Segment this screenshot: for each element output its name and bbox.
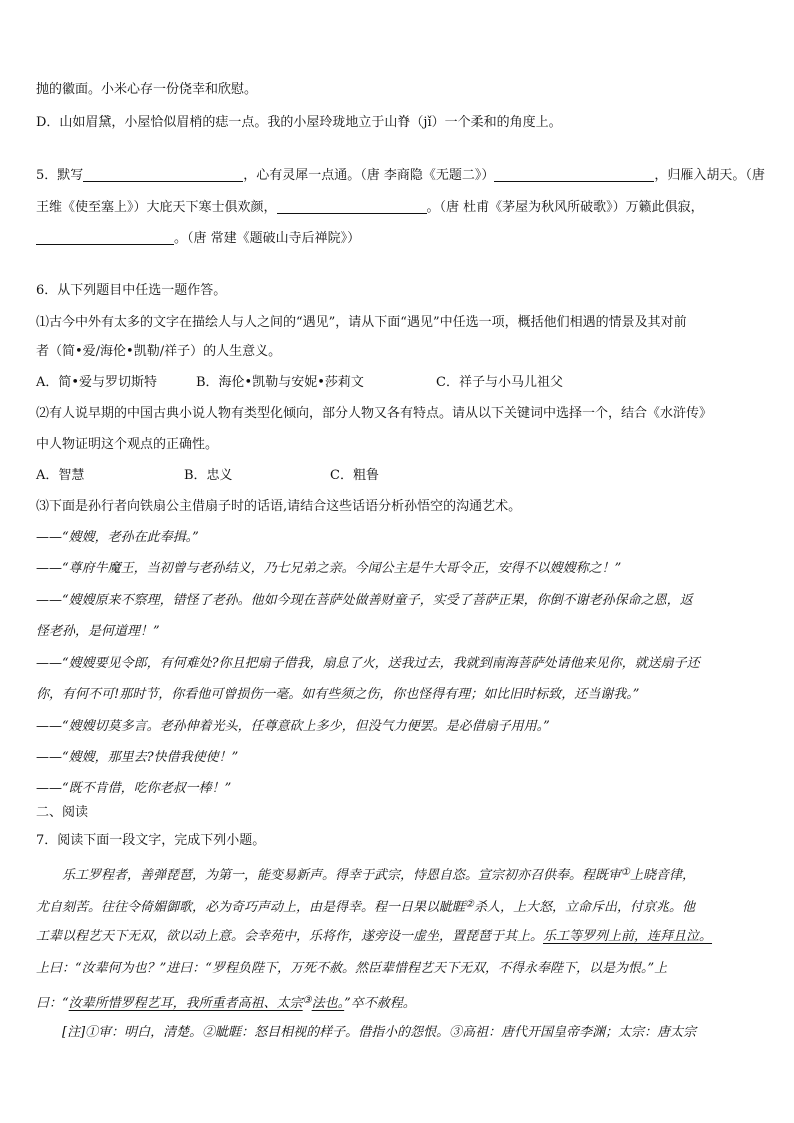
q6-dialogue-3-line1: ——“嫂嫂原来不察理，错怪了老孙。他如今现在菩萨处做善财童子，实受了菩萨正果，你倒不谢老孙保命之恩，返: [36, 593, 693, 608]
q5-text-4: 。（唐 杜甫《茅屋为秋风所破歌》）万籁此俱寂，: [426, 200, 704, 215]
q7-underlined-sentence-2: 汝辈所惜罗程艺耳，我所重者高祖、太宗: [68, 996, 303, 1011]
q7-passage-line2: [36, 895, 766, 918]
q5-line-1: [36, 166, 766, 186]
q7-passage-text-5: 工辈以程艺天下无双，欲以动上意。会幸苑中，乐将作，遂旁设一虚坐，置琵琶于其上。: [36, 929, 544, 944]
q6-part2-option-b: B．忠义: [184, 468, 233, 483]
q6-part2-options: [36, 466, 766, 486]
q6-dialogue-6: ——“嫂嫂，那里去?快借我使使！”: [36, 750, 239, 765]
q7-passage-text-3: 尤自刻苦。往往令倚媚御歌，必为奇巧声动上，由是得幸。程一日果以眦睚: [36, 900, 466, 915]
footnote-marker-2: ②: [465, 899, 474, 910]
q6-dialogue-4-line1: ——“嫂嫂要见令郎，有何难处?你且把扇子借我，扇息了火，送我过去，我就到南海菩萨处请他来见你，就送扇子还: [36, 656, 700, 671]
q7-passage-text-2: 上晓音律，: [629, 868, 695, 883]
q7-underlined-sentence-2-end: 法也。: [311, 996, 345, 1011]
section-reading-title: 二、阅读: [36, 805, 89, 820]
q5-blank-4[interactable]: [36, 230, 174, 245]
q6-part1-option-c: C．祥子与小马儿祖父: [436, 375, 563, 390]
footnote-marker-1: ①: [621, 867, 630, 878]
q7-passage-text-4: 杀人，上大怒，立命斥出，付京兆。他: [473, 900, 695, 915]
q5-blank-1[interactable]: [83, 167, 243, 182]
q6-part1-options: [36, 373, 766, 393]
q6-part2-line2: 中人物证明这个观点的正确性。: [36, 437, 219, 452]
q7-passage-line3: [36, 927, 766, 947]
footnote-marker-3: ③: [302, 995, 312, 1006]
q6-title: 6．从下列题目中任选一题作答。: [36, 283, 227, 298]
q6-dialogue-7: ——“既不肯借，吃你老叔一棒！”: [36, 781, 232, 796]
q5-line-3: [36, 229, 766, 249]
q5-blank-3[interactable]: [277, 199, 427, 214]
q6-dialogue-2: ——“尊府牛魔王，当初曾与老孙结义，乃七兄弟之亲。今闻公主是牛大哥令正，安得不以嫂嫂称之！”: [36, 561, 622, 576]
q7-passage-line5: [36, 991, 766, 1014]
q7-passage-text-7: ”卒不赦程。: [344, 996, 416, 1011]
q6-part2-option-a: A．智慧: [36, 468, 85, 483]
q5-label: 5．默写: [36, 168, 84, 183]
q6-dialogue-1: ——“嫂嫂，老孙在此奉揖。”: [36, 530, 199, 545]
q4-option-c-tail: 抛的徽面。小米心存一份侥幸和欣慰。: [36, 82, 258, 97]
q6-part1-option-b: B．海伦•凯勒与安妮•莎莉文: [196, 375, 364, 390]
q6-dialogue-3-line2: 怪老孙，是何道理！”: [36, 624, 160, 639]
q6-part1-line1: ⑴古今中外有太多的文字在描绘人与人之间的“遇见”，请从下面“遇见”中任选一项，概括他们相遇的情景及其对前: [36, 315, 687, 330]
q6-part1-option-a: A．简•爱与罗切斯特: [36, 375, 158, 390]
q6-dialogue-5: ——“嫂嫂切莫多言。老孙伸着光头，任尊意砍上多少，但没气力便罢。是必借扇子用用。”: [36, 719, 550, 734]
q7-title: 7．阅读下面一段文字，完成下列小题。: [36, 833, 266, 848]
q6-part2-option-c: C．粗鲁: [330, 468, 379, 483]
q5-text-2: ，归雁入胡天。（唐: [654, 168, 765, 183]
q7-passage-text-1: 乐工罗程者，善弹琵琶，为第一，能变易新声。得幸于武宗，恃恩自恣。宣宗初亦召供奉。程既审: [62, 868, 622, 883]
q6-part3-line1: ⑶下面是孙行者向铁扇公主借扇子时的话语,请结合这些话语分析孙悟空的沟通艺术。: [36, 499, 522, 514]
q4-option-d: D．山如眉黛，小屋恰似眉梢的痣一点。我的小屋玲珑地立于山脊（jǐ）一个柔和的角度上。: [36, 115, 562, 130]
q6-part1-line2: 者（简•爱/海伦•凯勒/祥子）的人生意义。: [36, 344, 282, 359]
q7-footnotes: [注]①审：明白，清楚。②眦睚：怒目相视的样子。借指小的怨恨。③高祖：唐代开国皇帝李渊；太宗：唐太宗: [62, 1025, 697, 1040]
q5-text-5: 。（唐 常建《题破山寺后禅院》）: [174, 231, 361, 246]
q7-underlined-sentence-1: 乐工等罗列上前，连拜且泣。: [543, 929, 713, 944]
q5-text-1: ，心有灵犀一点通。（唐 李商隐《无题二》）: [243, 168, 495, 183]
q7-passage-line1: [62, 863, 766, 886]
q5-blank-2[interactable]: [494, 167, 654, 182]
q5-line-2: [36, 198, 766, 218]
q7-passage-text-6: 曰：“: [36, 996, 69, 1011]
q6-dialogue-4-line2: 你，有何不可!那时节，你看他可曾损伤一毫。如有些须之伤，你也怪得有理；如比旧时标致，还当谢我。”: [36, 687, 640, 702]
q6-part2-line1: ⑵有人说早期的中国古典小说人物有类型化倾向，部分人物又各有特点。请从以下关键词中选择一个，结合《水浒传》: [36, 406, 713, 421]
q5-text-3: 王维《使至塞上》）大庇天下寒士俱欢颜，: [36, 200, 277, 215]
q7-passage-line4: 上曰：“汝辈何为也？”进曰：“罗程负陛下，万死不赦。然臣辈惜程艺天下无双，不得永奉陛下，以是为恨。”上: [36, 961, 668, 976]
